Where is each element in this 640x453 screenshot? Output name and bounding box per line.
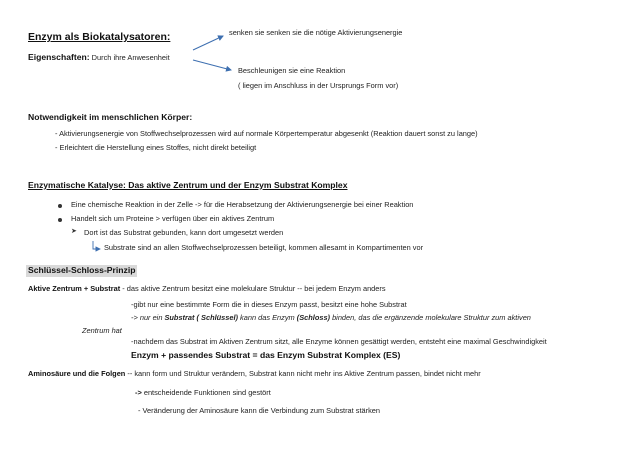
katalyse-sub-sub-item: Substrate sind an allen Stoffwechselprozessen beteiligt, kommen allesamt in Kompartimenten vor [104, 243, 424, 252]
amino-label: Aminosäure und die Folgen [28, 369, 126, 378]
bullet-icon [58, 218, 62, 222]
katalyse-heading: Enzymatische Katalyse: Das aktive Zentrum und der Enzym Substrat Komplex [28, 180, 348, 190]
notwendigkeit-heading: Notwendigkeit im menschlichen Körper: [28, 112, 193, 122]
note-text: ( liegen im Anschluss in der Ursprungs Form vor) [238, 81, 399, 90]
eigenschaften-label: Eigenschaften: [28, 52, 90, 62]
line2-post: binden, das die ergänzende molekulare Struktur zum aktiven [330, 313, 531, 322]
amino-line [28, 370, 481, 379]
line2-schluessel: Substrat ( Schlüssel) [164, 313, 238, 322]
arrow-down-icon [193, 60, 231, 70]
notwendigkeit-item-2: - Erleichtert die Herstellung eines Stoffes, nicht direkt beteiligt [55, 143, 257, 152]
amino-arrow: -> [135, 388, 142, 397]
page-title: Enzym als Biokatalysatoren: [28, 31, 171, 43]
sub-arrow-icon [93, 241, 100, 249]
arrow-up-text: senken sie senken sie die nötige Aktivierungsenergie [229, 28, 403, 37]
line2-pre: -> nur ein [131, 313, 165, 322]
amino-line-1 [135, 389, 271, 398]
schloss-line-2-cont: Zentrum hat [82, 326, 122, 335]
line2-mid: kann das Enzym [238, 313, 297, 322]
amino-text: -- kann form und Struktur verändern, Substrat kann nicht mehr ins Aktive Zentrum passen, bindet nicht mehr [125, 369, 481, 378]
schloss-formula: Enzym + passendes Substrat = das Enzym Substrat Komplex (ES) [131, 350, 401, 360]
notwendigkeit-item-1: - Aktivierungsenergie von Stoffwechselprozessen wird auf normale Körpertemperatur abgesenkt (Reaktion dauert sonst zu lange) [55, 129, 478, 138]
katalyse-bullet-1: Eine chemische Reaktion in der Zelle -> für die Herabsetzung der Aktivierungsenergie bei einer Reaktion [71, 200, 414, 209]
eigenschaften-text: Durch ihre Anwesenheit [91, 53, 170, 62]
amino-line-2: - Veränderung der Aminosäure kann die Verbindung zum Substrat stärken [138, 406, 380, 415]
schloss-line-3: -nachdem das Substrat im Aktiven Zentrum sitzt, alle Enzyme können gesättigt werden, entsteht eine maximal Geschwindigkeit [131, 337, 547, 346]
schloss-line-1: -gibt nur eine bestimmte Form die in dieses Enzym passt, besitzt eine hohe Substrat [131, 300, 407, 309]
schloss-heading: Schlüssel-Schloss-Prinzip [28, 265, 136, 275]
eigenschaften-line [28, 53, 170, 63]
bullet-icon [58, 204, 62, 208]
aktive-zentrum-line [28, 285, 386, 294]
katalyse-sub-item: Dort ist das Substrat gebunden, kann dort umgesetzt werden [84, 228, 284, 237]
arrow-down-text: Beschleunigen sie eine Reaktion [238, 66, 346, 75]
amino-line-1-text: entscheidende Funktionen sind gestört [141, 388, 271, 397]
line2-schloss: (Schloss) [296, 313, 331, 322]
arrowhead-bullet-icon: ➤ [71, 228, 77, 235]
katalyse-bullet-2: Handelt sich um Proteine > verfügen über ein aktives Zentrum [71, 214, 275, 223]
schloss-line-2 [131, 314, 531, 323]
arrow-up-icon [193, 36, 223, 50]
aktive-zentrum-text: - das aktive Zentrum besitzt eine molekulare Struktur -- bei jedem Enzym anders [120, 284, 386, 293]
aktive-zentrum-label: Aktive Zentrum + Substrat [28, 284, 121, 293]
